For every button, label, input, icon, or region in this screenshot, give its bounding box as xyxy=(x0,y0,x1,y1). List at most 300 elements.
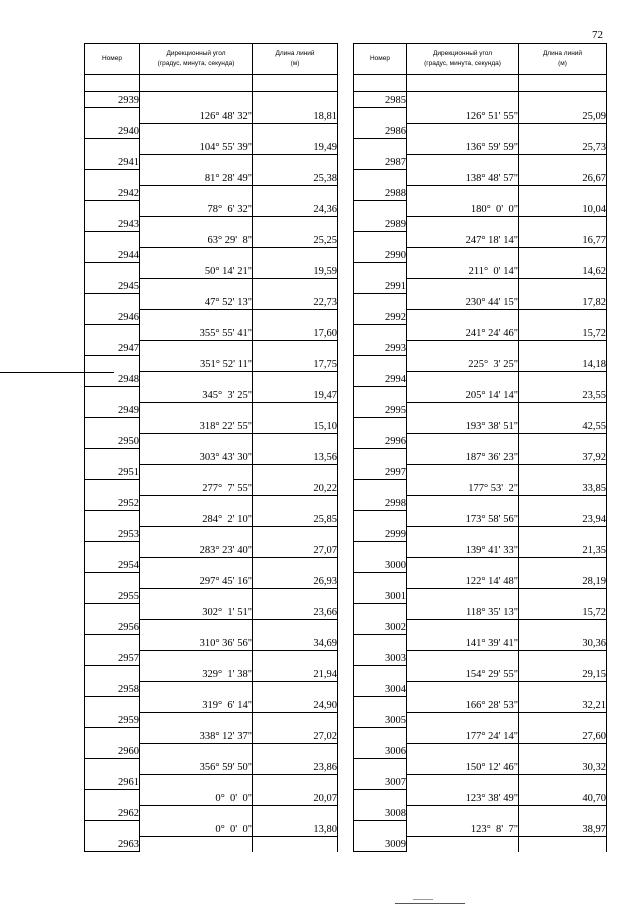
direction-angle: 136° 59' 59" xyxy=(407,139,519,155)
header-angle: Дирекционный угол (градус, минута, секунда) xyxy=(407,44,519,75)
empty-cell xyxy=(519,433,607,449)
point-row xyxy=(85,123,338,139)
empty-cell xyxy=(519,743,607,759)
empty-cell xyxy=(85,170,140,186)
empty-cell xyxy=(253,557,338,573)
empty-cell xyxy=(354,449,407,465)
empty-cell xyxy=(85,139,140,155)
point-number: 3009 xyxy=(354,836,407,852)
direction-angle: 310° 36' 56" xyxy=(140,635,253,651)
segment-row xyxy=(85,697,338,713)
empty-cell xyxy=(85,294,140,310)
spacer-row xyxy=(354,75,607,92)
empty-cell xyxy=(519,681,607,697)
header-angle: Дирекционный угол (градус, минута, секунда) xyxy=(140,44,253,75)
empty-cell xyxy=(354,728,407,744)
segment-row xyxy=(354,573,607,589)
line-length: 27,60 xyxy=(519,728,607,744)
footer-line xyxy=(395,903,465,904)
segment-row xyxy=(354,139,607,155)
point-row xyxy=(85,309,338,325)
segment-row xyxy=(354,170,607,186)
direction-angle: 177° 24' 14" xyxy=(407,728,519,744)
empty-cell xyxy=(354,108,407,124)
direction-angle: 141° 39' 41" xyxy=(407,635,519,651)
empty-cell xyxy=(85,356,140,372)
empty-cell xyxy=(407,464,519,480)
point-number: 2997 xyxy=(354,464,407,480)
empty-cell xyxy=(85,325,140,341)
segment-row xyxy=(354,263,607,279)
line-length: 18,81 xyxy=(253,108,338,124)
direction-angle: 351° 52' 11" xyxy=(140,356,253,372)
point-row xyxy=(354,278,607,294)
point-row xyxy=(354,154,607,170)
empty-cell xyxy=(407,247,519,263)
empty-cell xyxy=(85,697,140,713)
point-row xyxy=(354,557,607,573)
empty-cell xyxy=(85,449,140,465)
segment-row xyxy=(85,356,338,372)
direction-angle: 356° 59' 50" xyxy=(140,759,253,775)
point-row xyxy=(354,309,607,325)
point-number: 2987 xyxy=(354,154,407,170)
line-length: 17,75 xyxy=(253,356,338,372)
point-row xyxy=(85,805,338,821)
empty-cell xyxy=(519,774,607,790)
line-length: 32,21 xyxy=(519,697,607,713)
empty-cell xyxy=(140,247,253,263)
line-length: 22,73 xyxy=(253,294,338,310)
empty-cell xyxy=(85,108,140,124)
empty-cell xyxy=(407,371,519,387)
point-number: 2952 xyxy=(85,495,140,511)
segment-row xyxy=(85,418,338,434)
segment-row xyxy=(354,294,607,310)
segment-row xyxy=(85,201,338,217)
line-length: 15,10 xyxy=(253,418,338,434)
footer-line-short xyxy=(413,899,433,900)
empty-cell xyxy=(253,650,338,666)
point-row xyxy=(354,247,607,263)
empty-cell xyxy=(140,371,253,387)
coordinates-table-left xyxy=(84,43,338,852)
segment-row xyxy=(354,542,607,558)
line-length: 14,18 xyxy=(519,356,607,372)
point-number: 3003 xyxy=(354,650,407,666)
point-number: 2950 xyxy=(85,433,140,449)
line-length: 42,55 xyxy=(519,418,607,434)
empty-cell xyxy=(407,681,519,697)
direction-angle: 284° 2' 10" xyxy=(140,511,253,527)
direction-angle: 180° 0' 0" xyxy=(407,201,519,217)
point-number: 2940 xyxy=(85,123,140,139)
direction-angle: 302° 1' 51" xyxy=(140,604,253,620)
line-length: 23,86 xyxy=(253,759,338,775)
segment-row xyxy=(354,201,607,217)
segment-row xyxy=(85,666,338,682)
direction-angle: 126° 48' 32" xyxy=(140,108,253,124)
direction-angle: 211° 0' 14" xyxy=(407,263,519,279)
point-number: 2990 xyxy=(354,247,407,263)
point-number: 2941 xyxy=(85,154,140,170)
segment-row xyxy=(85,511,338,527)
spacer-cell xyxy=(519,75,607,92)
empty-cell xyxy=(85,542,140,558)
point-row xyxy=(85,92,338,108)
line-length: 37,92 xyxy=(519,449,607,465)
point-row xyxy=(354,464,607,480)
direction-angle: 247° 18' 14" xyxy=(407,232,519,248)
point-row xyxy=(354,433,607,449)
direction-angle: 78° 6' 32" xyxy=(140,201,253,217)
segment-row xyxy=(354,759,607,775)
empty-cell xyxy=(253,340,338,356)
line-length: 27,02 xyxy=(253,728,338,744)
empty-cell xyxy=(519,712,607,728)
point-row xyxy=(85,154,338,170)
segment-row xyxy=(85,449,338,465)
direction-angle: 138° 48' 57" xyxy=(407,170,519,186)
line-length: 24,36 xyxy=(253,201,338,217)
point-number: 2961 xyxy=(85,774,140,790)
header-number: Номер xyxy=(354,44,407,75)
point-row xyxy=(354,371,607,387)
empty-cell xyxy=(354,356,407,372)
empty-cell xyxy=(253,495,338,511)
empty-cell xyxy=(407,185,519,201)
empty-cell xyxy=(519,464,607,480)
spacer-cell xyxy=(140,75,253,92)
point-row xyxy=(354,743,607,759)
segment-row xyxy=(85,480,338,496)
empty-cell xyxy=(354,263,407,279)
empty-cell xyxy=(407,588,519,604)
point-row xyxy=(85,619,338,635)
segment-row xyxy=(354,635,607,651)
segment-row xyxy=(85,387,338,403)
empty-cell xyxy=(354,790,407,806)
point-row xyxy=(354,526,607,542)
point-row xyxy=(354,340,607,356)
line-length: 26,93 xyxy=(253,573,338,589)
empty-cell xyxy=(354,387,407,403)
line-length: 27,07 xyxy=(253,542,338,558)
point-number: 2951 xyxy=(85,464,140,480)
page-number: 72 xyxy=(592,29,603,41)
point-row xyxy=(354,836,607,852)
empty-cell xyxy=(253,123,338,139)
point-row xyxy=(85,278,338,294)
line-length: 17,82 xyxy=(519,294,607,310)
empty-cell xyxy=(140,92,253,108)
empty-cell xyxy=(354,635,407,651)
empty-cell xyxy=(253,247,338,263)
empty-cell xyxy=(253,681,338,697)
empty-cell xyxy=(354,573,407,589)
point-number: 2955 xyxy=(85,588,140,604)
point-row xyxy=(354,805,607,821)
empty-cell xyxy=(253,216,338,232)
empty-cell xyxy=(407,619,519,635)
line-length: 34,69 xyxy=(253,635,338,651)
empty-cell xyxy=(519,247,607,263)
empty-cell xyxy=(354,294,407,310)
empty-cell xyxy=(407,309,519,325)
line-length: 17,60 xyxy=(253,325,338,341)
empty-cell xyxy=(253,371,338,387)
empty-cell xyxy=(140,340,253,356)
point-row xyxy=(354,92,607,108)
empty-cell xyxy=(407,433,519,449)
empty-cell xyxy=(407,712,519,728)
point-number: 2991 xyxy=(354,278,407,294)
empty-cell xyxy=(407,123,519,139)
segment-row xyxy=(85,759,338,775)
empty-cell xyxy=(354,697,407,713)
point-row xyxy=(85,495,338,511)
direction-angle: 303° 43' 30" xyxy=(140,449,253,465)
line-length: 13,56 xyxy=(253,449,338,465)
empty-cell xyxy=(253,836,338,852)
empty-cell xyxy=(140,464,253,480)
empty-cell xyxy=(253,92,338,108)
line-length: 23,66 xyxy=(253,604,338,620)
segment-row xyxy=(354,511,607,527)
segment-row xyxy=(354,480,607,496)
point-row xyxy=(85,216,338,232)
empty-cell xyxy=(407,526,519,542)
point-row xyxy=(354,650,607,666)
line-length: 21,35 xyxy=(519,542,607,558)
empty-cell xyxy=(519,340,607,356)
empty-cell xyxy=(354,418,407,434)
point-number: 3007 xyxy=(354,774,407,790)
point-number: 3006 xyxy=(354,743,407,759)
point-number: 2939 xyxy=(85,92,140,108)
point-number: 2957 xyxy=(85,650,140,666)
empty-cell xyxy=(519,805,607,821)
direction-angle: 277° 7' 55" xyxy=(140,480,253,496)
empty-cell xyxy=(407,92,519,108)
point-number: 2998 xyxy=(354,495,407,511)
empty-cell xyxy=(140,154,253,170)
segment-row xyxy=(354,666,607,682)
point-number: 2985 xyxy=(354,92,407,108)
empty-cell xyxy=(407,650,519,666)
empty-cell xyxy=(354,511,407,527)
empty-cell xyxy=(85,573,140,589)
empty-cell xyxy=(140,650,253,666)
direction-angle: 318° 22' 55" xyxy=(140,418,253,434)
segment-row xyxy=(354,356,607,372)
empty-cell xyxy=(140,743,253,759)
point-row xyxy=(85,433,338,449)
point-row xyxy=(85,526,338,542)
point-number: 2988 xyxy=(354,185,407,201)
direction-angle: 47° 52' 13" xyxy=(140,294,253,310)
empty-cell xyxy=(354,821,407,837)
line-length: 16,77 xyxy=(519,232,607,248)
segment-row xyxy=(85,139,338,155)
segment-row xyxy=(85,542,338,558)
line-length: 21,94 xyxy=(253,666,338,682)
empty-cell xyxy=(519,216,607,232)
empty-cell xyxy=(407,495,519,511)
segment-row xyxy=(354,604,607,620)
point-row xyxy=(354,495,607,511)
point-number: 2999 xyxy=(354,526,407,542)
empty-cell xyxy=(85,728,140,744)
point-row xyxy=(354,402,607,418)
empty-cell xyxy=(354,325,407,341)
segment-row xyxy=(354,697,607,713)
empty-cell xyxy=(140,402,253,418)
point-number: 2947 xyxy=(85,340,140,356)
direction-angle: 126° 51' 55" xyxy=(407,108,519,124)
direction-angle: 118° 35' 13" xyxy=(407,604,519,620)
empty-cell xyxy=(140,123,253,139)
line-length: 15,72 xyxy=(519,604,607,620)
empty-cell xyxy=(140,526,253,542)
empty-cell xyxy=(519,154,607,170)
direction-angle: 123° 8' 7" xyxy=(407,821,519,837)
point-row xyxy=(85,402,338,418)
empty-cell xyxy=(253,588,338,604)
empty-cell xyxy=(253,154,338,170)
empty-cell xyxy=(407,278,519,294)
empty-cell xyxy=(253,619,338,635)
line-length: 19,47 xyxy=(253,387,338,403)
point-number: 2958 xyxy=(85,681,140,697)
empty-cell xyxy=(407,557,519,573)
point-row xyxy=(85,247,338,263)
segment-row xyxy=(85,170,338,186)
segment-row xyxy=(354,418,607,434)
line-length: 14,62 xyxy=(519,263,607,279)
empty-cell xyxy=(519,278,607,294)
empty-cell xyxy=(85,480,140,496)
line-length: 19,49 xyxy=(253,139,338,155)
empty-cell xyxy=(253,185,338,201)
line-length: 33,85 xyxy=(519,480,607,496)
segment-row xyxy=(85,728,338,744)
direction-angle: 193° 38' 51" xyxy=(407,418,519,434)
empty-cell xyxy=(140,495,253,511)
direction-angle: 205° 14' 14" xyxy=(407,387,519,403)
direction-angle: 225° 3' 25" xyxy=(407,356,519,372)
empty-cell xyxy=(407,340,519,356)
point-row xyxy=(85,774,338,790)
header-length: Длина линий (м) xyxy=(519,44,607,75)
segment-row xyxy=(354,108,607,124)
segment-row xyxy=(354,387,607,403)
line-length: 25,73 xyxy=(519,139,607,155)
point-number: 2942 xyxy=(85,185,140,201)
empty-cell xyxy=(140,805,253,821)
empty-cell xyxy=(140,557,253,573)
direction-angle: 0° 0' 0" xyxy=(140,790,253,806)
direction-angle: 123° 38' 49" xyxy=(407,790,519,806)
point-row xyxy=(85,743,338,759)
point-row xyxy=(354,712,607,728)
point-number: 3002 xyxy=(354,619,407,635)
empty-cell xyxy=(253,278,338,294)
segment-row xyxy=(85,263,338,279)
line-length: 25,38 xyxy=(253,170,338,186)
empty-cell xyxy=(85,201,140,217)
point-number: 2993 xyxy=(354,340,407,356)
point-row xyxy=(85,185,338,201)
direction-angle: 166° 28' 53" xyxy=(407,697,519,713)
empty-cell xyxy=(519,309,607,325)
direction-angle: 283° 23' 40" xyxy=(140,542,253,558)
coordinates-table-right xyxy=(353,43,607,852)
empty-cell xyxy=(253,433,338,449)
point-number: 3001 xyxy=(354,588,407,604)
empty-cell xyxy=(85,387,140,403)
line-length: 26,67 xyxy=(519,170,607,186)
point-row xyxy=(85,464,338,480)
point-row xyxy=(85,836,338,852)
empty-cell xyxy=(519,588,607,604)
point-row xyxy=(354,123,607,139)
empty-cell xyxy=(354,759,407,775)
empty-cell xyxy=(407,402,519,418)
line-length: 25,09 xyxy=(519,108,607,124)
spacer-cell xyxy=(253,75,338,92)
direction-angle: 338° 12' 37" xyxy=(140,728,253,744)
line-length: 13,80 xyxy=(253,821,338,837)
point-row xyxy=(85,712,338,728)
line-length: 25,25 xyxy=(253,232,338,248)
empty-cell xyxy=(253,712,338,728)
empty-cell xyxy=(407,743,519,759)
empty-cell xyxy=(85,759,140,775)
empty-cell xyxy=(85,790,140,806)
empty-cell xyxy=(407,805,519,821)
point-number: 2953 xyxy=(85,526,140,542)
empty-cell xyxy=(253,774,338,790)
line-length: 23,55 xyxy=(519,387,607,403)
point-number: 2992 xyxy=(354,309,407,325)
point-number: 2962 xyxy=(85,805,140,821)
direction-angle: 0° 0' 0" xyxy=(140,821,253,837)
point-number: 2956 xyxy=(85,619,140,635)
direction-angle: 139° 41' 33" xyxy=(407,542,519,558)
point-number: 2943 xyxy=(85,216,140,232)
line-length: 25,85 xyxy=(253,511,338,527)
empty-cell xyxy=(253,526,338,542)
line-length: 23,94 xyxy=(519,511,607,527)
spacer-cell xyxy=(354,75,407,92)
line-length: 29,15 xyxy=(519,666,607,682)
segment-row xyxy=(85,604,338,620)
direction-angle: 154° 29' 55" xyxy=(407,666,519,682)
direction-angle: 122° 14' 48" xyxy=(407,573,519,589)
empty-cell xyxy=(140,185,253,201)
empty-cell xyxy=(354,139,407,155)
spacer-cell xyxy=(407,75,519,92)
empty-cell xyxy=(519,92,607,108)
empty-cell xyxy=(140,309,253,325)
empty-cell xyxy=(140,774,253,790)
empty-cell xyxy=(519,371,607,387)
line-length: 30,36 xyxy=(519,635,607,651)
segment-row xyxy=(85,821,338,837)
direction-angle: 187° 36' 23" xyxy=(407,449,519,465)
empty-cell xyxy=(85,604,140,620)
